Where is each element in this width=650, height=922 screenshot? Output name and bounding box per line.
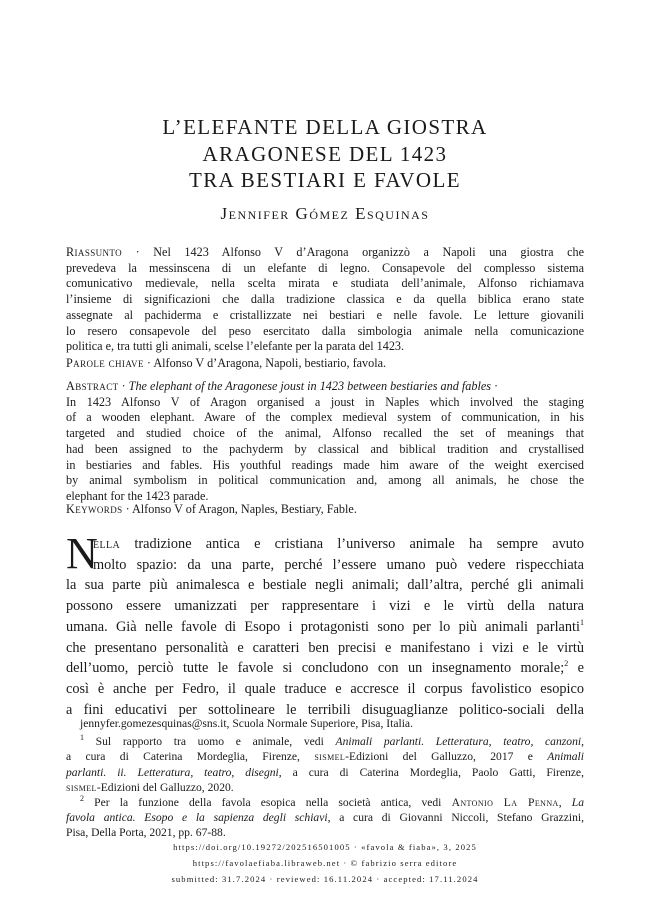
abstract-line: targeted and studied choice of the animal, Alfonso recalled the set of meanings that	[66, 426, 584, 441]
abstract-line: had been assigned to the pachyderm by classical and biblical tradition and crystallised	[66, 441, 584, 456]
body-line: così è anche per Fedro, il quale traduce e accresce il corpus favolistico esopico	[66, 680, 584, 697]
abstract-line: of a wooden elephant. Aware of the complex medieval system of communication, in his	[66, 410, 584, 425]
footnote-2: $^2$ Per la funzione della favola esopica nella società antica, vedi Antonio La Penna, La	[80, 794, 584, 810]
footnote-ref: 1	[580, 618, 584, 628]
title-line: TRA BESTIARI E FAVOLE	[189, 168, 461, 192]
riassunto-line: prevedeva la messinscena di un elefante di legno. Consapevole del complesso sistema	[66, 260, 584, 275]
footnote-1-line: a cura di Caterina Mordeglia, Firenze, sismel-Edizioni del Galluzzo, 2017 e Animali	[66, 750, 584, 764]
riassunto-block	[66, 245, 584, 355]
title-line: ARAGONESE DEL 1423	[202, 141, 448, 166]
affiliation-note: jennyfer.gomezesquinas@sns.it, Scuola Normale Superiore, Pisa, Italia.	[80, 717, 413, 730]
riassunto-line: l’insieme di significazioni che dalla tradizione classica e da quella biblica erano state	[66, 292, 584, 307]
footnote-1: $^1$ Sul rapporto tra uomo e animale, vedi Animali parlanti. Letteratura, teatro, canzoni,	[80, 733, 585, 749]
riassunto-line: Riassunto · Nel 1423 Alfonso V d’Aragona organizzò a Napoli una giostra che	[66, 245, 584, 259]
footnote-1-line: parlanti. ii. Letteratura, teatro, disegni, a cura di Caterina Mordeglia, Paolo Gatti, Firenze,	[66, 765, 584, 779]
submission-dates: submitted: 31.7.2024 · reviewed: 16.11.2024 · accepted: 17.11.2024	[171, 874, 479, 884]
abstract-title: The elephant of the Aragonese joust in 1423 between bestiaries and fables	[128, 379, 491, 393]
riassunto-line: lo resero consapevole del peso esercitato dalla simbologia animale nella comunicazione	[66, 323, 584, 338]
parole-chiave	[66, 356, 584, 372]
abstract-line: elephant for the 1423 parade.	[66, 488, 209, 503]
body-line: ella tradizione antica e cristiana l’universo animale ha sempre avuto	[93, 536, 584, 552]
body-line: a fini educativi per sottolineare le terribili disuguaglianze politico-sociali della	[66, 701, 584, 718]
riassunto-line: assegnate al pachiderma e cristallizzate nei bestiari e nelle favole. Le letture giovanili	[66, 307, 584, 322]
footnote-ref: 2	[564, 659, 569, 669]
body-line: possono essere umanizzati per rappresentare i vizi e le virtù della natura	[66, 598, 584, 615]
body-line: umana. Già nelle favole di Esopo i protagonisti sono per lo più animali parlanti$^1$	[66, 618, 584, 635]
article-title	[0, 114, 650, 194]
abstract-heading: Abstract · The elephant of the Aragonese joust in 1423 between bestiaries and fables ·	[66, 379, 499, 393]
riassunto-label: Riassunto	[66, 245, 123, 259]
abstract-line: in bestiaries and fables. His youthful readings made him aware of the weight exercised	[66, 457, 584, 472]
author-name: Jennifer Gómez Esquinas	[220, 204, 430, 223]
body-line: dell’uomo, perciò tutte le favole si concludono con un insegnamento morale;$^2$ e	[66, 659, 584, 677]
body-text	[66, 529, 584, 720]
riassunto-line: comunicativo medievale, nella scelta mirata e studiata dell’animale, Alfonso richiamava	[66, 276, 584, 291]
body-line: la sua parte più animalesca e bestiale negli animali; dall’altra, perché gli animali	[66, 577, 584, 594]
drop-cap: N	[66, 529, 98, 578]
footnote-2-line: Pisa, Della Porta, 2021, pp. 67-88.	[66, 826, 226, 840]
keywords-text: · Alfonso V of Aragon, Naples, Bestiary, Fable.	[122, 502, 357, 516]
abstract-line: In 1423 Alfonso V of Aragon organised a joust in Naples which involved the staging	[66, 394, 584, 409]
body-line: molto spazio: da una parte, perché l’essere umano può vedere rispecchiata	[93, 556, 584, 573]
parole-chiave-text: · Alfonso V d’Aragona, Napoli, bestiario, favola.	[143, 356, 387, 370]
footnote-1-line: sismel-Edizioni del Galluzzo, 2020.	[66, 780, 234, 794]
riassunto-line: politica e, tra tutti gli animali, scelse l’elefante per la parata del 1423.	[66, 339, 405, 354]
abstract-line: by animal symbolism in political communication and, among all animals, he chose the	[66, 473, 584, 488]
footnotes	[66, 716, 584, 841]
footnote-2-line: favola antica. Esopo e la sapienza degli schiavi, a cura di Giovanni Niccoli, Stefano Grazzini,	[66, 811, 584, 825]
publisher-site[interactable]: https://favolaefiaba.libraweb.net · © fabrizio serra editore	[192, 858, 458, 868]
parole-chiave-label: Parole chiave	[66, 356, 144, 370]
keywords	[66, 502, 584, 518]
body-line: che presentano personalità e caratteri ben precisi e manifestano i vizi e le virtù	[66, 639, 584, 656]
title-line: L’ELEFANTE DELLA GIOSTRA	[162, 115, 488, 139]
doi-link[interactable]: https://doi.org/10.19272/202516501005 · «favola & fiaba», 3, 2025	[173, 842, 477, 852]
keywords-label: Keywords	[66, 502, 123, 516]
abstract-label: Abstract	[66, 379, 119, 393]
abstract-block	[66, 379, 584, 505]
